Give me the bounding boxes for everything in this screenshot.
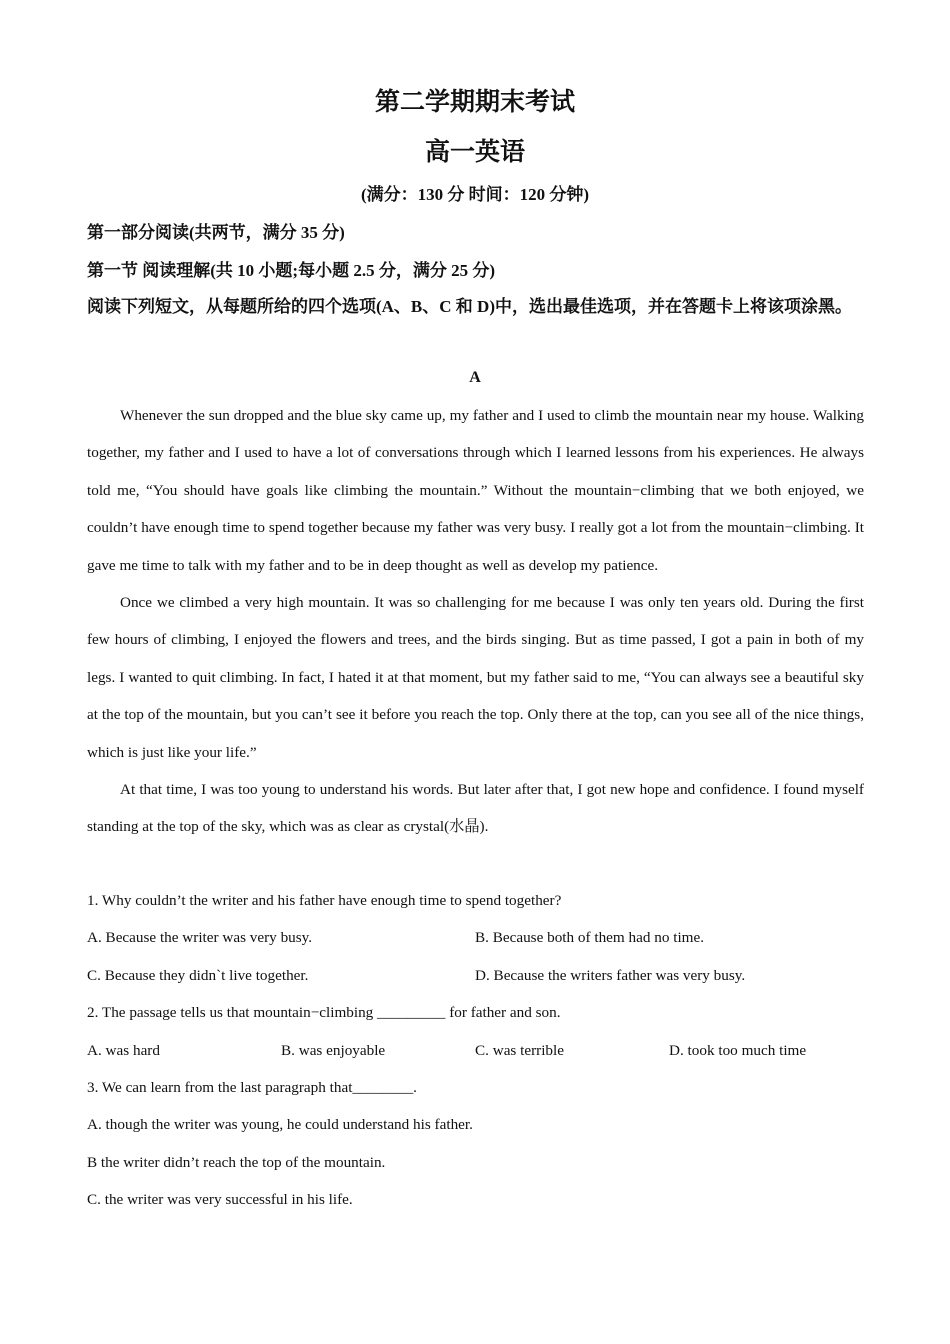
question-2-option-a[interactable]: A. was hard [87,1041,160,1059]
reading-passage [87,397,864,846]
question-1-options-row-2 [87,957,864,994]
passage-paragraph: Whenever the sun dropped and the blue sky came up, my father and I used to climb the mountain near my house. Walking together, my father and I used to have a lot of conversations through which I learned lessons from his experiences. He always told me, “You should have goals like climbing the mountain.” Without the mountain−climbing that we both enjoyed, we couldn’t have enough time to spend together because my father was very busy. I really got a lot from the mountain−climbing. It gave me time to talk with my father and to be in deep thought as well as develop my patience. [87,407,864,574]
question-1-options-row-1 [87,919,864,956]
question-3-option-b[interactable]: B the writer didn’t reach the top of the mountain. [87,1153,386,1171]
instruction-text: 阅读下列短文，从每题所给的四个选项(A、B、C 和 D)中，选出最佳选项，并在答题卡上将该项涂黑。 [87,297,852,316]
question-1-option-d[interactable]: D. Because the writers father was very busy. [475,966,746,984]
exam-subtitle: 高一英语 [424,139,525,166]
question-3-stem: 3. We can learn from the last paragraph that________. [87,1079,417,1097]
question-1-option-a[interactable]: A. Because the writer was very busy. [87,929,313,947]
passage-paragraph: Once we climbed a very high mountain. It was so challenging for me because I was only ten years old. During the first few hours of climbing, I enjoyed the flowers and trees, and the birds singing. But as time passed, I got a pain in both of my legs. I wanted to quit climbing. In fact, I hated it at that moment, but my father said to me, “You can always see a beautiful sky at the top of the mountain, but you can’t see it before you reach the top. Only there at the top, can you see all of the nice things, which is just like your life.” [87,594,864,761]
question-3-option-a[interactable]: A. though the writer was young, he could understand his father. [87,1116,473,1134]
question-1-stem: 1. Why couldn’t the writer and his father have enough time to spend together? [87,892,562,909]
passage-letter: A [469,369,481,386]
question-2-options [87,1032,864,1069]
question-1-option-b[interactable]: B. Because both of them had no time. [475,929,705,947]
part-heading: 第一部分阅读(共两节，满分 35 分) [87,223,345,242]
question-list [87,882,864,1219]
score-time-info: (满分：130 分 时间：120 分钟) [360,185,590,204]
question-2-stem: 2. The passage tells us that mountain−climbing _________ for father and son. [87,1004,561,1022]
question-2-option-d[interactable]: D. took too much time [669,1041,807,1059]
exam-title: 第二学期期末考试 [374,89,575,116]
question-2-option-b[interactable]: B. was enjoyable [281,1041,386,1059]
question-1-option-c[interactable]: C. Because they didn`t live together. [87,966,309,984]
passage-paragraph: At that time, I was too young to understand his words. But later after that, I got new hope and confidence. I found myself standing at the top of the sky, which was as clear as crystal(水晶). [87,781,864,836]
question-2-option-c[interactable]: C. was terrible [475,1041,564,1059]
section-heading: 第一节 阅读理解(共 10 小题;每小题 2.5 分，满分 25 分) [87,261,495,280]
question-3-option-c[interactable]: C. the writer was very successful in his life. [87,1191,353,1209]
